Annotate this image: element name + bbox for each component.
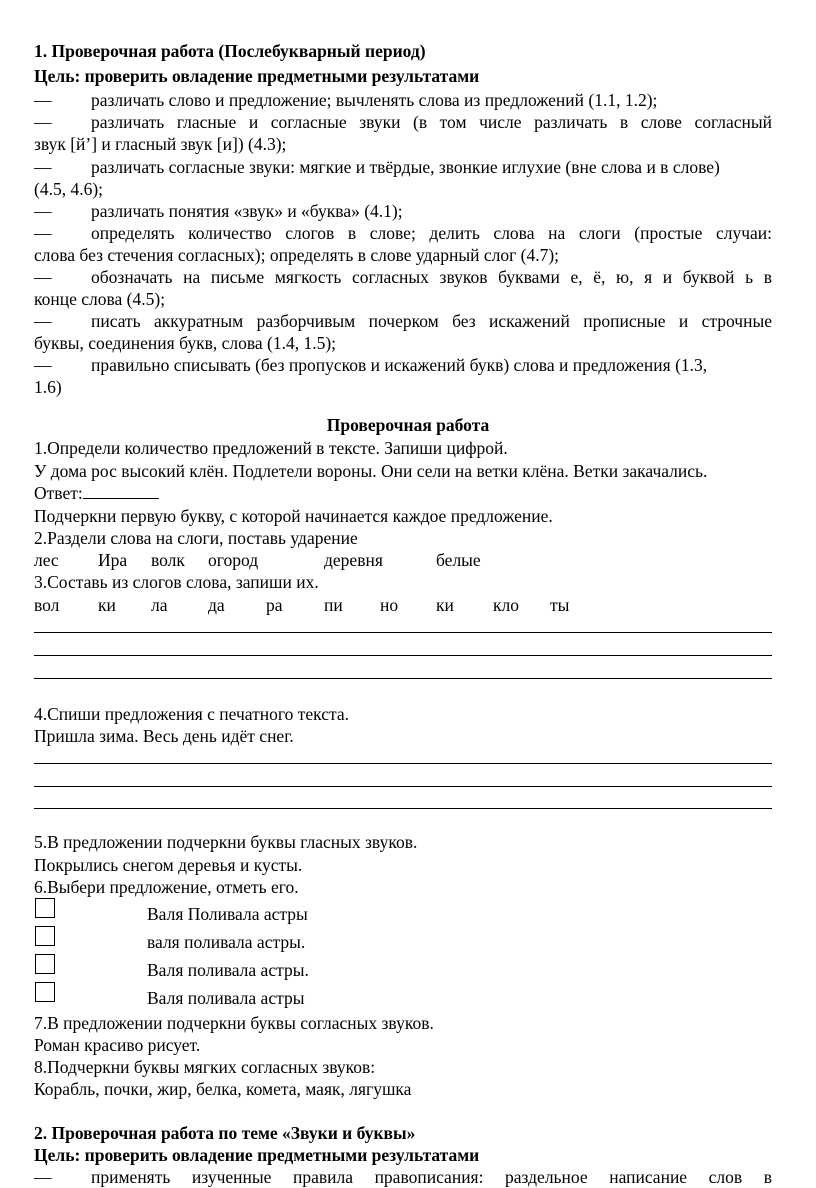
- word: огород: [208, 550, 259, 570]
- task-7: 7.В предложении подчеркни буквы согласных звуков.: [34, 1013, 434, 1033]
- writing-line[interactable]: [34, 808, 772, 809]
- objective-item-cont: звук [й’] и гласный звук [и]) (4.3);: [34, 134, 287, 154]
- word: волк: [151, 550, 185, 570]
- syllable: вол: [34, 595, 60, 615]
- objective-item-cont: конце слова (4.5);: [34, 289, 166, 309]
- syllable: да: [208, 595, 225, 615]
- word: деревня: [324, 550, 383, 570]
- task-4: 4.Спиши предложения с печатного текста.: [34, 704, 349, 724]
- syllable: пи: [324, 595, 343, 615]
- objective-item-cont: слова без стечения согласных); определять в слове ударный слог (4.7);: [34, 245, 560, 265]
- syllable: но: [380, 595, 399, 615]
- objective-item-cont: буквы, соединения букв, слова (1.4, 1.5);: [34, 333, 337, 353]
- syllable: кло: [493, 595, 519, 615]
- task-3-syllables: [34, 594, 784, 616]
- option-label: Валя поливала астры.: [147, 960, 309, 980]
- work-heading: Проверочная работа: [326, 415, 490, 435]
- section-2-title: 2. Проверочная работа по теме «Звуки и буквы»: [34, 1123, 416, 1143]
- syllable: ки: [436, 595, 454, 615]
- syllable: ра: [266, 595, 283, 615]
- objective-item: — писать аккуратным разборчивым почерком без искажений прописные и строчные: [34, 311, 772, 331]
- option-checkbox[interactable]: [35, 982, 55, 1002]
- objective-item-cont: (4.5, 4.6);: [34, 179, 104, 199]
- task-6: 6.Выбери предложение, отметь его.: [34, 877, 299, 897]
- objective-item-cont: 1.6): [34, 377, 62, 397]
- section-1-goal: Цель: проверить овладение предметными результатами: [34, 66, 480, 86]
- section-1-number: 1.: [34, 41, 48, 61]
- section-1-title: 1. Проверочная работа (Послебукварный период): [34, 41, 426, 61]
- objective-item: — различать слово и предложение; вычленять слова из предложений (1.1, 1.2);: [34, 90, 658, 110]
- objective-item: — обозначать на письме мягкость согласных звуков буквами е, ё, ю, я и буквой ь в: [34, 267, 772, 287]
- objective-item: — определять количество слогов в слове; делить слова на слоги (простые случаи:: [34, 223, 772, 243]
- task-2: 2.Раздели слова на слоги, поставь ударение: [34, 528, 358, 548]
- word: белые: [436, 550, 481, 570]
- writing-line[interactable]: [34, 786, 772, 787]
- option-label: Валя поливала астры: [147, 988, 305, 1008]
- task-2-words: [34, 549, 784, 571]
- task-1-extra: Подчеркни первую букву, с которой начинается каждое предложение.: [34, 506, 553, 526]
- task-5-text: Покрылись снегом деревья и кусты.: [34, 855, 303, 875]
- option-label: Валя Поливала астры: [147, 904, 308, 924]
- task-3: 3.Составь из слогов слова, запиши их.: [34, 572, 319, 592]
- objective-item: — различать гласные и согласные звуки (в том числе различать в слове согласный: [34, 112, 772, 132]
- writing-line[interactable]: [34, 678, 772, 679]
- objective-item: — различать согласные звуки: мягкие и твёрдые, звонкие иглухие (вне слова и в слове): [34, 157, 720, 177]
- answer-blank[interactable]: [83, 483, 159, 499]
- task-1: 1.Определи количество предложений в тексте. Запиши цифрой.: [34, 438, 508, 458]
- option-checkbox[interactable]: [35, 954, 55, 974]
- syllable: ла: [151, 595, 168, 615]
- writing-line[interactable]: [34, 763, 772, 764]
- syllable: ки: [98, 595, 116, 615]
- writing-line[interactable]: [34, 632, 772, 633]
- objective-item: — применять изученные правила правописания: раздельное написание слов в: [34, 1167, 772, 1187]
- writing-line[interactable]: [34, 655, 772, 656]
- task-8: 8.Подчеркни буквы мягких согласных звуков:: [34, 1057, 376, 1077]
- word: Ира: [98, 550, 128, 570]
- section-2-goal: Цель: проверить овладение предметными результатами: [34, 1145, 480, 1165]
- task-4-text: Пришла зима. Весь день идёт снег.: [34, 726, 294, 746]
- syllable: ты: [550, 595, 570, 615]
- word: лес: [34, 550, 59, 570]
- objective-item: — различать понятия «звук» и «буква» (4.1);: [34, 201, 403, 221]
- option-label: валя поливала астры.: [147, 932, 306, 952]
- task-8-text: Корабль, почки, жир, белка, комета, маяк, лягушка: [34, 1079, 412, 1099]
- option-checkbox[interactable]: [35, 926, 55, 946]
- task-5: 5.В предложении подчеркни буквы гласных звуков.: [34, 832, 418, 852]
- objective-item: — правильно списывать (без пропусков и искажений букв) слова и предложения (1.3,: [34, 355, 708, 375]
- task-1-answer: Ответ:: [34, 482, 159, 504]
- task-1-text: У дома рос высокий клён. Подлетели вороны. Они сели на ветки клёна. Ветки закачались.: [34, 461, 708, 481]
- task-7-text: Роман красиво рисует.: [34, 1035, 201, 1055]
- option-checkbox[interactable]: [35, 898, 55, 918]
